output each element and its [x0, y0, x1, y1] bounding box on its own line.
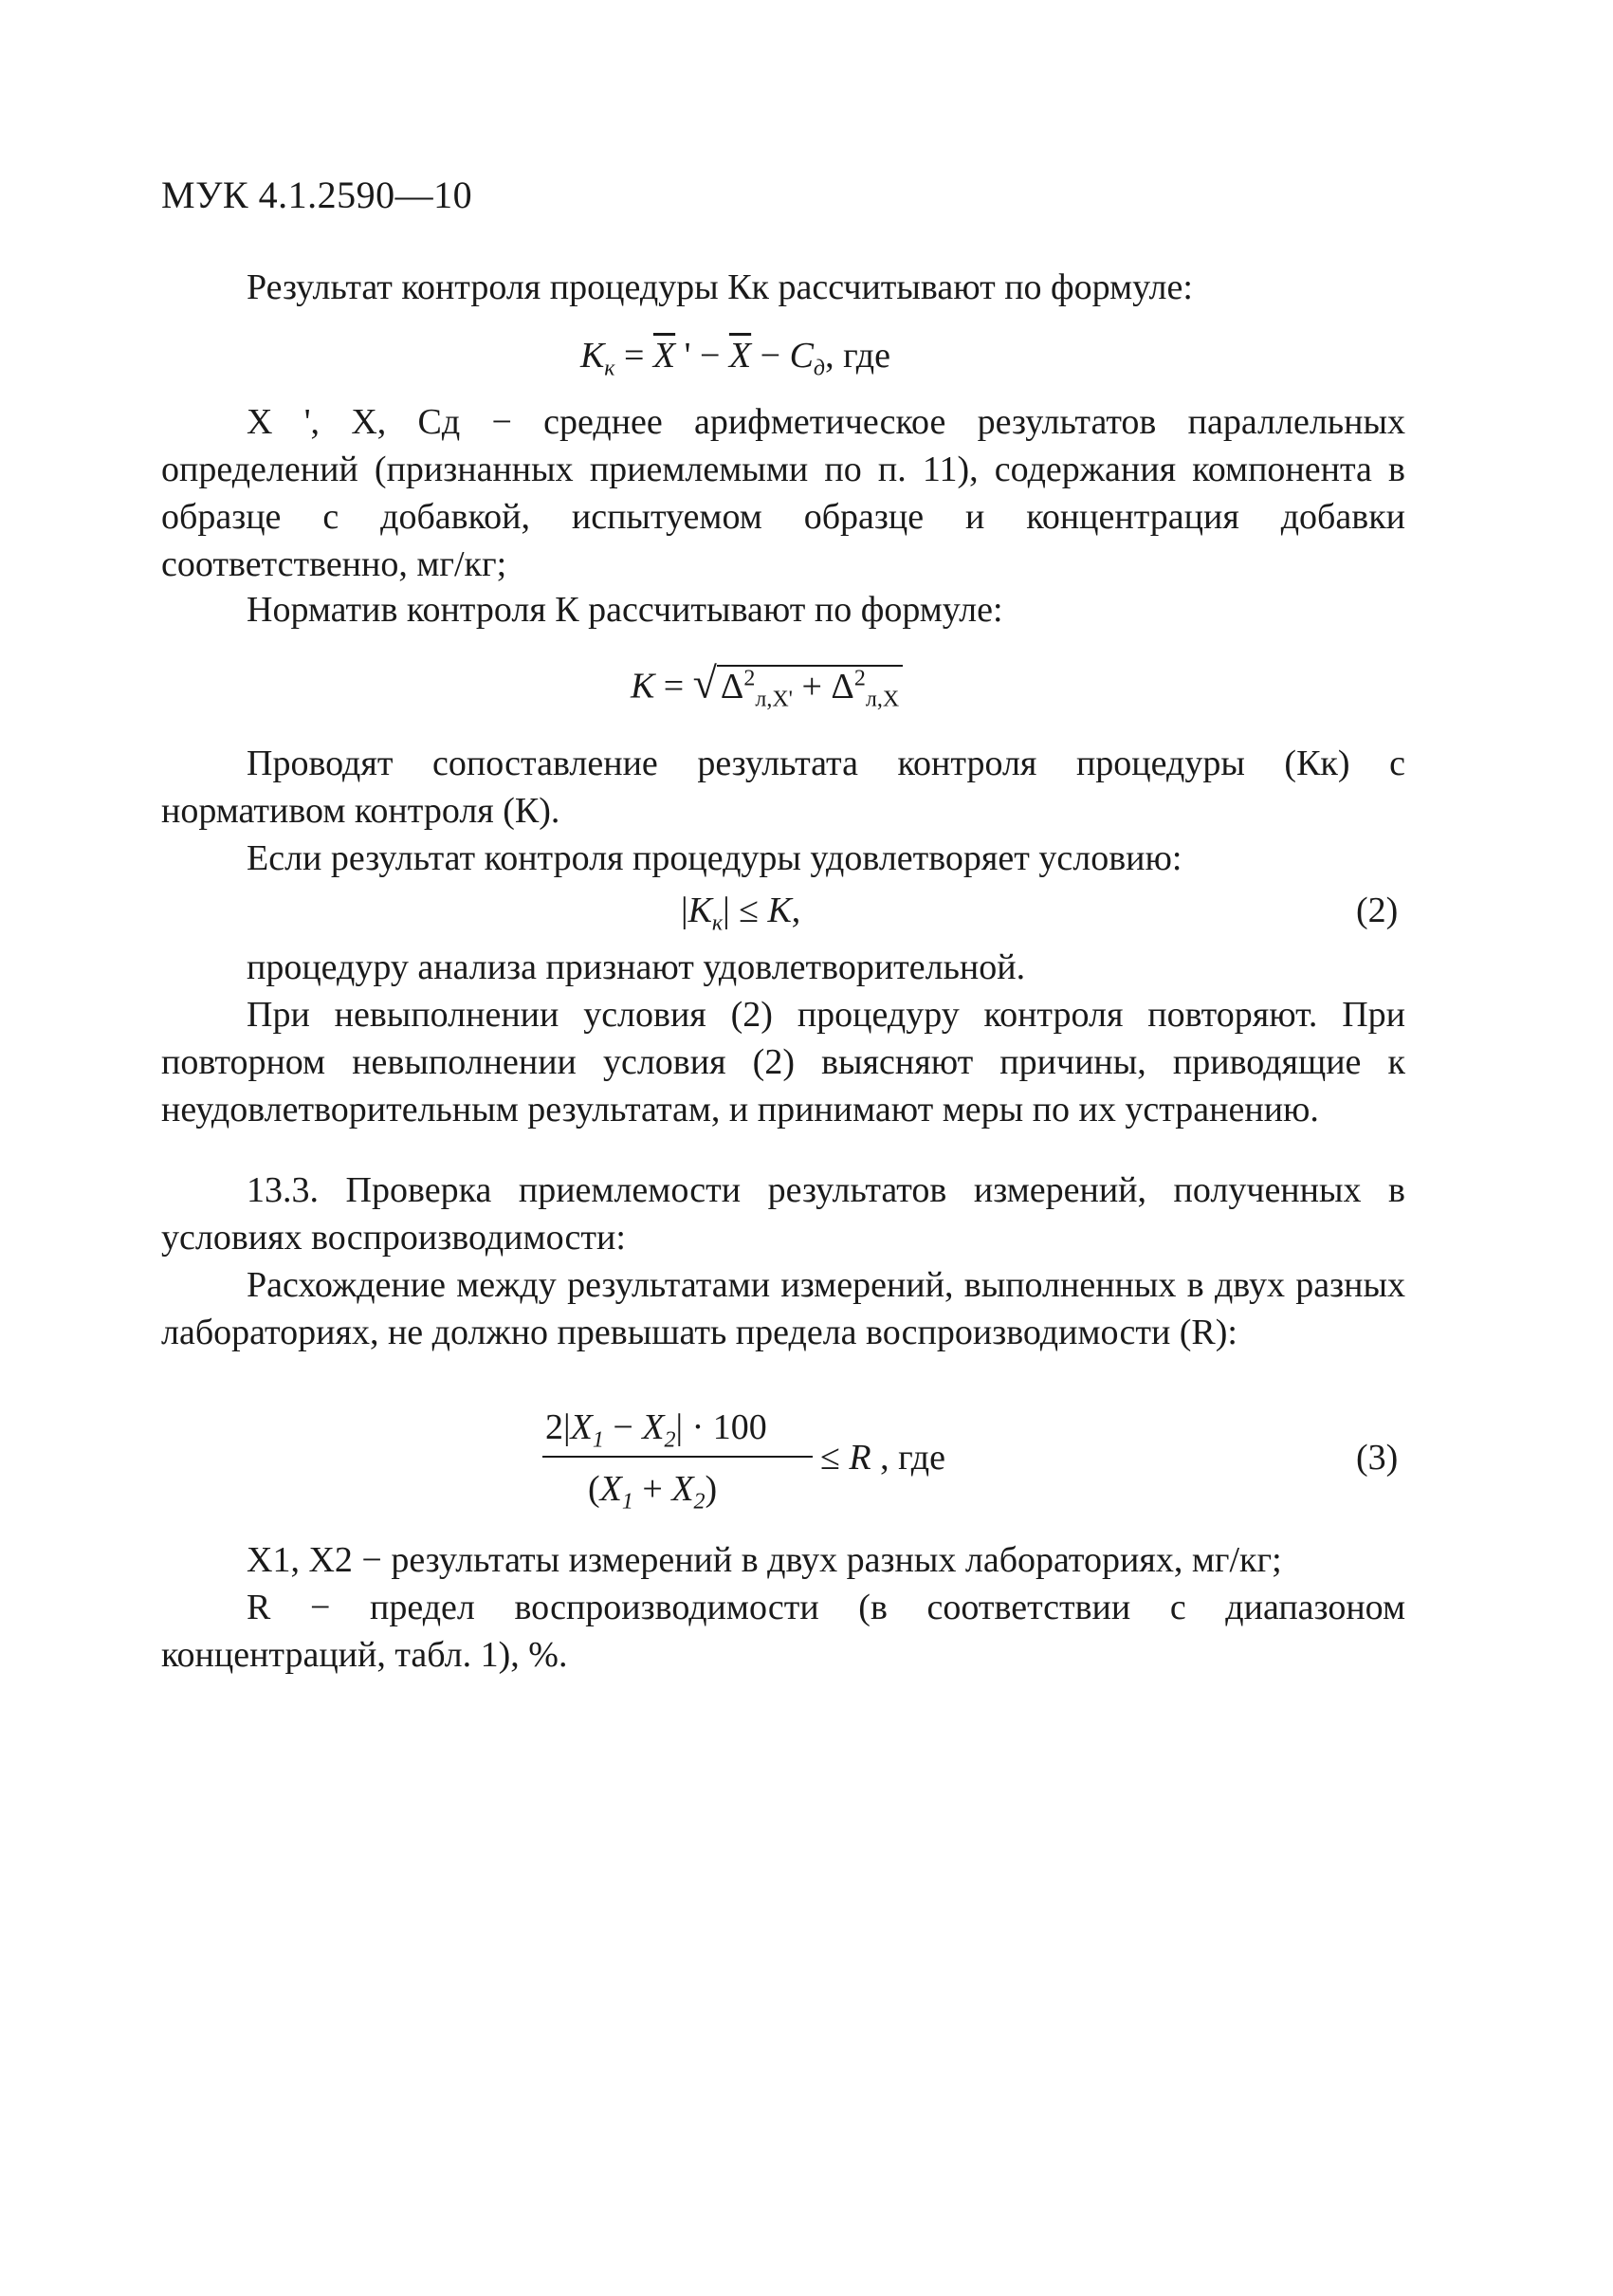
paragraph-condition-intro: Если результат контроля процедуры удовлетворяет условию:: [247, 838, 1182, 878]
fraction-bar: [542, 1456, 813, 1458]
paragraph-result-formula-intro: Результат контроля процедуры Кк рассчитывают по формуле:: [247, 267, 1193, 307]
paragraph-section-13-3: 13.3. Проверка приемлемости результатов измерений, полученных в условиях воспроизводимости:: [161, 1170, 1405, 1258]
paragraph-norm-formula-intro: Норматив контроля К рассчитывают по формуле:: [247, 590, 1003, 630]
formula-denominator: $(X_1 + X_2)$: [588, 1469, 718, 1515]
formula-condition: $|К_к| \le К$,: [681, 891, 801, 936]
paragraph-variables-definition: X ', X, Cд − среднее арифметическое результатов параллельных определений (признанных приемлемыми по п. 11), содержания компонента в образце с добавкой, испытуемом образце и концентрация добавки соответственно, мг/кг;: [161, 402, 1405, 584]
formula-norm-k: К = √ $\Delta^2_{л,X'} + \Delta^2_{л,X}$: [631, 654, 903, 723]
paragraph-noncompliance: При невыполнении условия (2) процедуру контроля повторяют. При повторном невыполнении условия (2) выясняют причины, приводящие к неудовлетворительным результатам, и принимают меры по их устранению.: [161, 995, 1405, 1130]
paragraph-discrepancy: Расхождение между результатами измерений, выполненных в двух разных лабораториях, не должно превышать предела воспроизводимости (R):: [161, 1265, 1405, 1352]
formula-numerator: $2|X_1 - X_2| \cdot 100$: [545, 1407, 767, 1453]
paragraph-satisfactory: процедуру анализа признают удовлетворительной.: [247, 947, 1026, 987]
formula-rhs: ≤ R , где: [820, 1438, 945, 1478]
paragraph-x1-x2-definition: X1, X2 − результаты измерений в двух разных лабораториях, мг/кг;: [247, 1540, 1282, 1580]
formula-kk: $К_к = \overline{X}$ ' − $\overline{X} - C_д$, где: [580, 336, 890, 381]
paragraph-comparison: Проводят сопоставление результата контроля процедуры (Кк) с нормативом контроля (К).: [161, 744, 1405, 831]
equation-number-3: (3): [1356, 1438, 1399, 1478]
document-code-header: МУК 4.1.2590—10: [161, 174, 473, 216]
equation-number-2: (2): [1356, 891, 1399, 930]
paragraph-r-definition: R − предел воспроизводимости (в соответствии с диапазоном концентраций, табл. 1), %.: [161, 1588, 1405, 1675]
